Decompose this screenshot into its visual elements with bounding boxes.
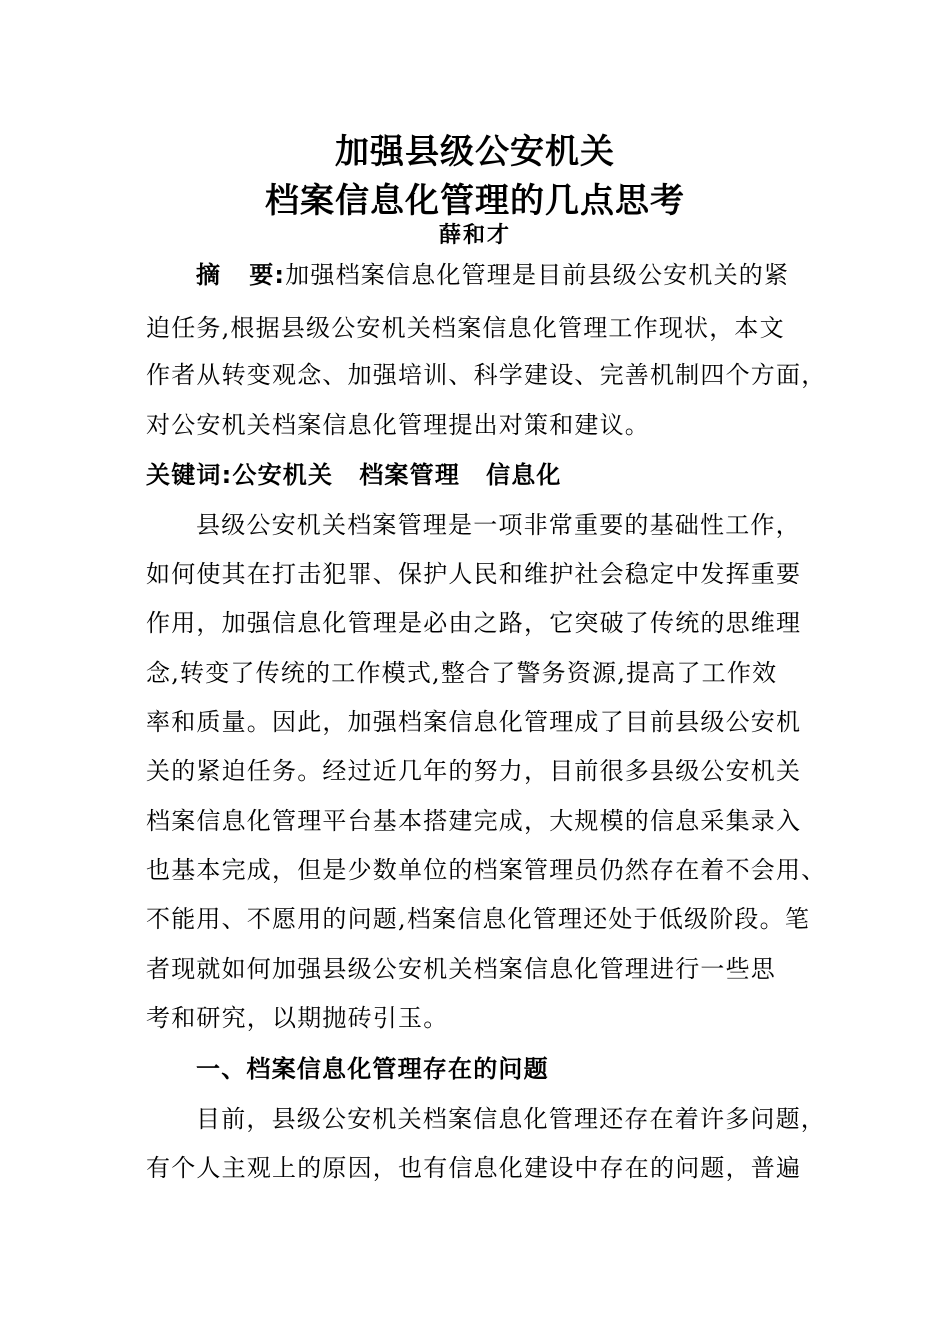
section1-line-1: 目前，县级公安机关档案信息化管理还存在着许多问题， <box>196 1105 826 1133</box>
body-line-5: 率和质量。因此，加强档案信息化管理成了目前县级公安机 <box>146 708 802 736</box>
body-line-3: 作用，加强信息化管理是必由之路，它突破了传统的思维理 <box>146 609 802 637</box>
body-line-1: 县级公安机关档案管理是一项非常重要的基础性工作， <box>196 511 801 539</box>
body-line-11: 考和研究，以期抛砖引玉。 <box>146 1004 449 1032</box>
keyword-3: 信息化 <box>486 461 562 489</box>
keyword-2: 档案管理 <box>359 461 461 489</box>
body-line-9: 不能用、不愿用的问题,档案信息化管理还处于低级阶段。笔 <box>146 905 811 933</box>
keyword-1: 公安机关 <box>232 461 334 489</box>
body-line-4: 念,转变了传统的工作模式,整合了警务资源,提高了工作效 <box>146 659 778 687</box>
title-line-2: 档案信息化管理的几点思考 <box>265 181 685 221</box>
abstract-text: 加强档案信息化管理是目前县级公安机关的紧 <box>285 261 790 289</box>
title-line-1: 加强县级公安机关 <box>335 132 615 172</box>
body-line-2: 如何使其在打击犯罪、保护人民和维护社会稳定中发挥重要 <box>146 560 802 588</box>
body-line-10: 者现就如何加强县级公安机关档案信息化管理进行一些思 <box>146 955 776 983</box>
body-line-8: 也基本完成，但是少数单位的档案管理员仍然存在着不会用、 <box>146 856 827 884</box>
abstract-label-a: 摘 <box>196 261 222 289</box>
keywords-label: 关键词: <box>146 461 233 489</box>
section1-line-2: 有个人主观上的原因，也有信息化建设中存在的问题，普遍 <box>146 1154 802 1182</box>
author-name: 薛和才 <box>438 222 511 248</box>
abstract-line-3: 作者从转变观念、加强培训、科学建设、完善机制四个方面， <box>146 361 827 389</box>
abstract-label-b: 要: <box>249 261 286 289</box>
section-heading-1: 一、档案信息化管理存在的问题 <box>196 1055 549 1083</box>
abstract-line-1 <box>196 260 789 290</box>
keywords-line <box>146 460 562 490</box>
body-line-7: 档案信息化管理平台基本搭建完成，大规模的信息采集录入 <box>146 807 802 835</box>
abstract-line-2: 迫任务,根据县级公安机关档案信息化管理工作现状，本文 <box>146 314 785 342</box>
body-line-6: 关的紧迫任务。经过近几年的努力，目前很多县级公安机关 <box>146 757 802 785</box>
abstract-line-4: 对公安机关档案信息化管理提出对策和建议。 <box>146 411 650 439</box>
